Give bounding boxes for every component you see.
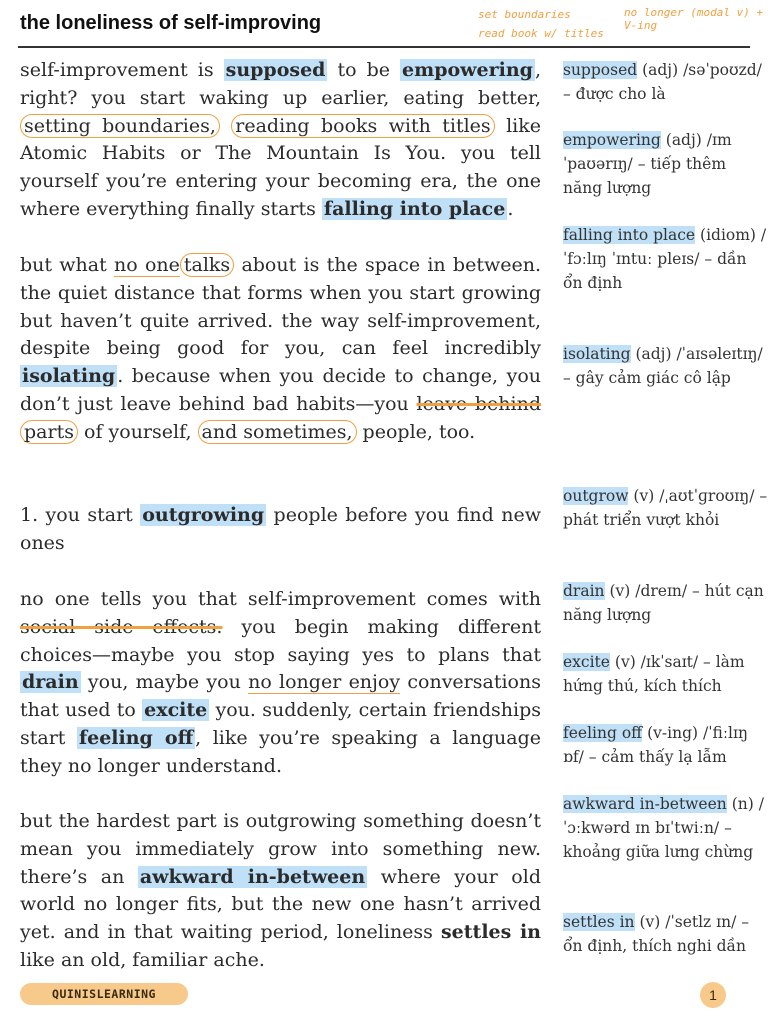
text: no one tells you that self-improvement comes with: [20, 588, 541, 610]
glossary-term: feeling off: [563, 724, 643, 742]
paragraph: [20, 586, 541, 781]
glossary-term: excite: [563, 653, 610, 671]
handwritten-note: read book w/ titles: [478, 27, 604, 40]
glossary-entry: [563, 342, 768, 390]
text: [220, 115, 231, 137]
vocab-highlight: awkward in-between: [139, 865, 366, 888]
vocab-highlight: empowering: [402, 59, 533, 81]
glossary-entry: [563, 223, 768, 295]
circled-text: reading books with titles: [231, 114, 494, 138]
struck-text: social side effects.: [20, 615, 223, 638]
glossary-term: empowering: [563, 131, 661, 149]
text: of yourself,: [77, 420, 198, 443]
glossary-definition: (adj) /ɪmˈpaʊərɪŋ/ – tiếp thêm năng lượng: [563, 131, 732, 197]
glossary-definition: (v) /dreɪn/ – hút cạn năng lượng: [563, 582, 764, 624]
page-number: 1: [700, 982, 726, 1008]
glossary-term: settles in: [563, 913, 635, 931]
text: but what: [20, 254, 115, 276]
glossary-entry: [563, 792, 768, 864]
vocab-highlight: outgrowing: [142, 504, 265, 526]
text: .: [507, 197, 514, 220]
glossary-definition: (v) /ˈsetlz ɪn/ – ổn định, thích nghi dần: [563, 913, 749, 955]
underlined-text: no longer enjoy: [248, 671, 401, 694]
vocab-highlight: falling into place: [323, 197, 506, 220]
text: you, maybe you: [80, 671, 249, 694]
circled-text: talks: [180, 253, 234, 277]
paragraph: [20, 808, 541, 975]
handwritten-note: no longer (modal v) + V-ing: [624, 6, 764, 32]
glossary-entry: [563, 58, 768, 106]
text: you begin making different choices—maybe you stop saying yes to plans that: [20, 615, 541, 666]
glossary-entry: [563, 484, 768, 532]
text: where your old world no longer fits, but the new one hasn’t arrived yet. and in that waiting period, loneliness: [20, 865, 541, 944]
glossary-definition: (n) /ˈɔːkwərd ɪn bɪˈtwiːn/ – khoảng giữa lưng chừng: [563, 795, 764, 861]
text: 1. you start: [20, 504, 141, 526]
text: people, too.: [356, 420, 476, 443]
glossary-term: awkward in-between: [563, 795, 727, 813]
glossary-term: isolating: [563, 345, 631, 363]
glossary-definition: (v-ing) /ˈfiːlɪŋ ɒf/ – cảm thấy lạ lẫm: [563, 724, 748, 766]
paragraph: [20, 252, 541, 447]
vocab-highlight: excite: [144, 699, 208, 722]
vocab-highlight: isolating: [22, 365, 116, 388]
text: like an old, familiar ache.: [20, 948, 265, 971]
handwritten-note: set boundaries: [478, 8, 571, 21]
glossary-definition: (v) /ˌaʊtˈɡroʊɪŋ/ – phát triển vượt khỏi: [563, 487, 768, 529]
glossary-term: supposed: [563, 61, 638, 79]
glossary-term: drain: [563, 582, 605, 600]
paragraph: [20, 57, 541, 224]
struck-text: leave behind: [416, 392, 541, 415]
text: , like you’re speaking a language they no longer understand.: [20, 726, 541, 777]
text: self-improvement is: [20, 59, 224, 81]
glossary-entry: [563, 721, 768, 769]
text: about is the space in between. the quiet distance that forms when you start growing but haven’t quite arrived. the way self-improvement, despite being good for you, can feel incredibly: [20, 254, 541, 360]
vocab-highlight: supposed: [225, 59, 326, 81]
glossary-definition: (idiom) /ˈfɔːlɪŋ ˈɪntuː pleɪs/ – dần ổn định: [563, 226, 767, 292]
glossary-definition: (adj) /səˈpoʊzd/ – được cho là: [563, 61, 762, 103]
circled-text: parts: [20, 420, 78, 444]
title-divider: [18, 46, 750, 48]
glossary-entry: [563, 579, 768, 627]
glossary-entry: [563, 910, 768, 958]
vocab-highlight: drain: [22, 671, 79, 694]
glossary-definition: (adj) /ˈaɪsəleɪtɪŋ/ – gây cảm giác cô lập: [563, 345, 763, 387]
text: people before you find new ones: [20, 504, 541, 554]
vocab-highlight: feeling off: [78, 726, 194, 749]
glossary-term: falling into place: [563, 226, 696, 244]
text: you. suddenly, certain friendships start: [20, 699, 541, 749]
text: but the hardest part is outgrowing something doesn’t mean you immediately grow into something new. there’s an: [20, 810, 541, 888]
glossary-term: outgrow: [563, 487, 629, 505]
glossary-definition: (v) /ɪkˈsaɪt/ – làm hứng thú, kích thích: [563, 653, 745, 695]
circled-text: and sometimes,: [198, 420, 357, 444]
text: . because when you decide to change, you don’t just leave behind bad habits—you: [20, 365, 541, 415]
glossary-entry: [563, 128, 768, 200]
vocab-bold: settles in: [440, 921, 541, 944]
page-title: the loneliness of self-improving: [20, 12, 322, 34]
text: like Atomic Habits or The Mountain Is You. you tell yourself you’re entering your becoming era, the one where everything finally starts: [20, 114, 541, 220]
text: to be: [327, 59, 401, 81]
glossary-entry: [563, 650, 768, 698]
brand-badge: QUINISLEARNING: [20, 983, 188, 1005]
text: conversations that used to: [20, 671, 541, 722]
section-heading: [20, 502, 541, 558]
text: , right? you start waking up earlier, eating better,: [20, 59, 541, 109]
circled-text: setting boundaries,: [20, 114, 220, 138]
underlined-text: no one: [114, 254, 180, 276]
